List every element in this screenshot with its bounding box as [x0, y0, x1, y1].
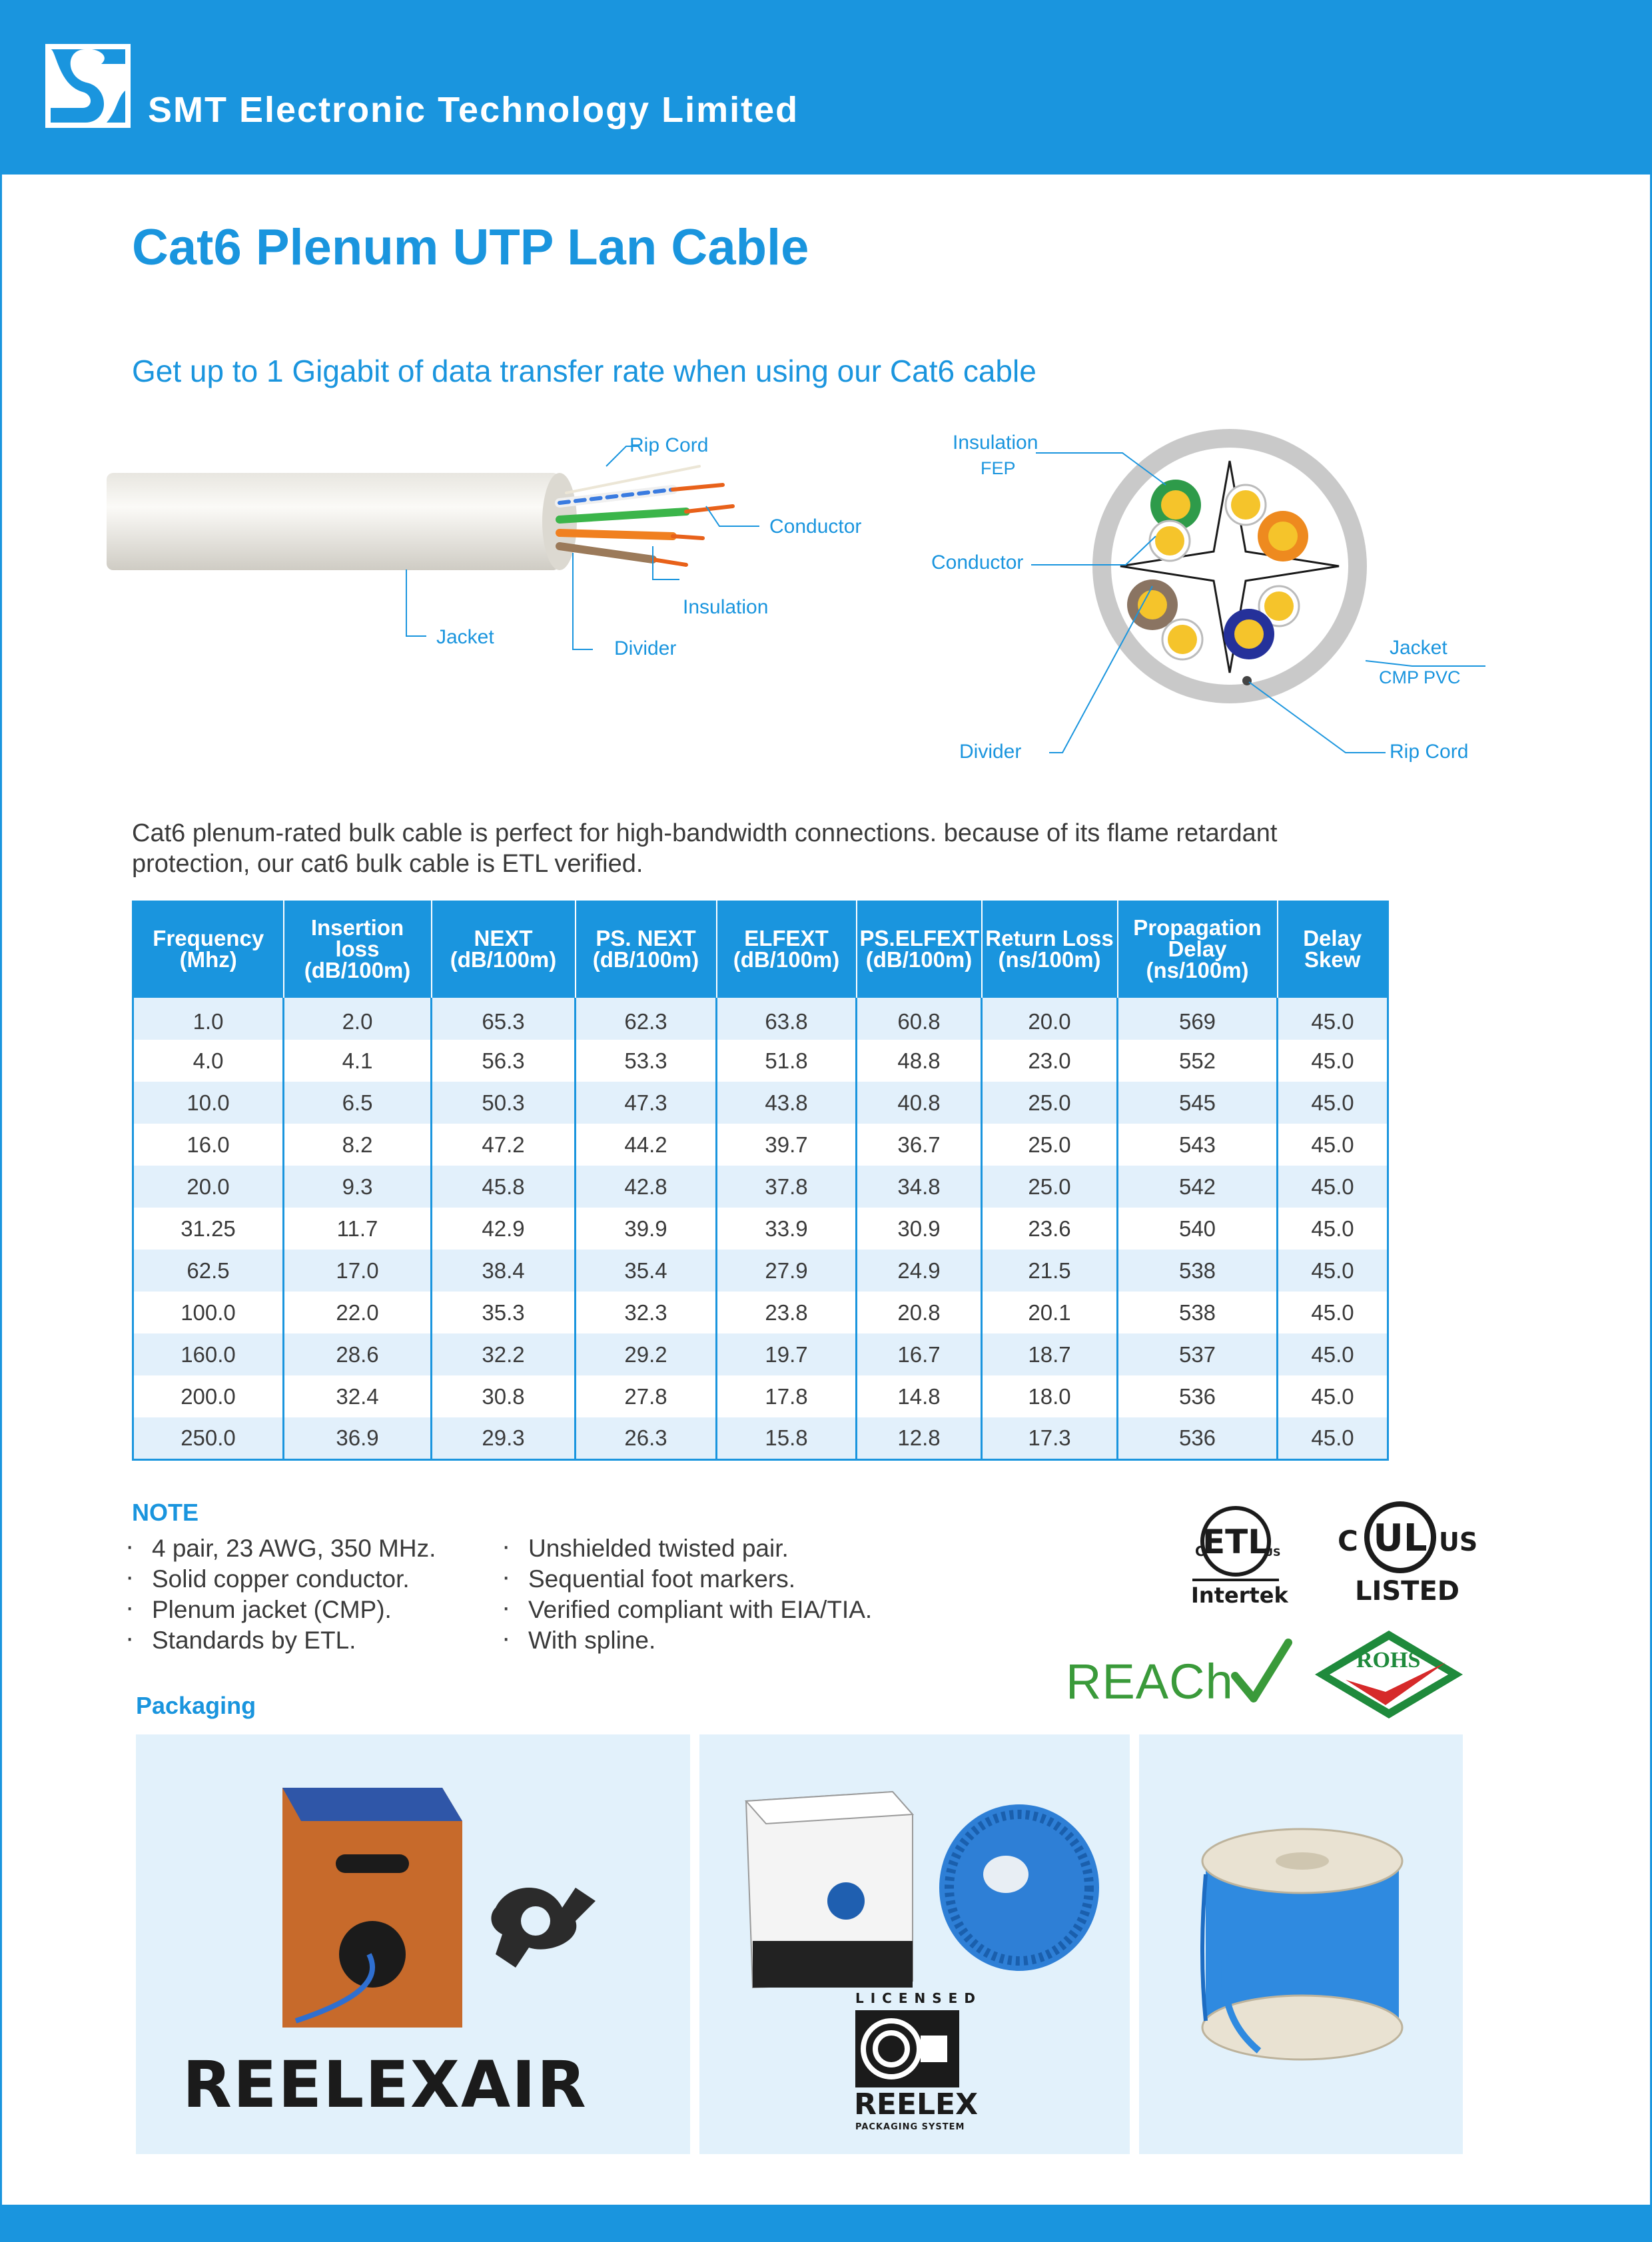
label-insulation: Insulation: [683, 596, 769, 618]
table-header-cell: [717, 901, 857, 998]
table-cell: 38.4: [432, 1250, 576, 1292]
table-cell: 27.9: [717, 1250, 857, 1292]
table-header-cell: [284, 901, 432, 998]
table-cell: 6.5: [284, 1082, 432, 1124]
table-cell: 34.8: [857, 1166, 982, 1208]
table-row: [133, 1250, 1388, 1292]
label-cs-conductor: Conductor: [931, 552, 1024, 573]
ul-listed-logo: [1332, 1497, 1478, 1611]
table-cell: 160.0: [133, 1333, 284, 1375]
table-header-text: Return Loss: [985, 926, 1114, 950]
note-item: · Verified compliant with EIA/TIA.: [502, 1595, 872, 1625]
table-header-text: Delay: [1303, 926, 1362, 950]
table-header-cell: [982, 901, 1118, 998]
table-header-cell: [857, 901, 982, 998]
label-cs-jacket: Jacket: [1390, 637, 1447, 659]
reelex-text: REELEX: [854, 2087, 979, 2121]
table-cell: 39.9: [576, 1208, 717, 1250]
table-cell: 65.3: [432, 998, 576, 1040]
table-cell: 17.8: [717, 1375, 857, 1417]
frame-left: [0, 175, 2, 2206]
table-header-text: Frequency: [153, 926, 264, 950]
table-cell: 31.25: [133, 1208, 284, 1250]
checkmark-icon: [1231, 1639, 1291, 1705]
table-header-text: Skew: [1304, 947, 1361, 972]
table-header-text: PS. NEXT: [596, 926, 696, 950]
table-header-text: NEXT: [474, 926, 533, 950]
table-cell: 542: [1118, 1166, 1278, 1208]
table-cell: 42.9: [432, 1208, 576, 1250]
table-cell: 56.3: [432, 1040, 576, 1082]
table-cell: 20.1: [982, 1292, 1118, 1333]
packaging-panel-reelexair: [136, 1734, 690, 2154]
note-item: · 4 pair, 23 AWG, 350 MHz.: [125, 1533, 436, 1564]
ul-listed-text: LISTED: [1355, 1576, 1459, 1607]
note-item: · Unshielded twisted pair.: [502, 1533, 872, 1564]
table-cell: 12.8: [857, 1417, 982, 1459]
table-cell: 36.9: [284, 1417, 432, 1459]
table-cell: 62.3: [576, 998, 717, 1040]
table-header-cell: [576, 901, 717, 998]
table-cell: 39.7: [717, 1124, 857, 1166]
table-cell: 40.8: [857, 1082, 982, 1124]
packaging-panel-reel: [1139, 1734, 1463, 2154]
svg-text:C: C: [1195, 1543, 1205, 1559]
label-rip-cord: Rip Cord: [629, 434, 709, 456]
table-header-text: (dB/100m): [865, 947, 973, 972]
reach-text: REACh: [1066, 1654, 1234, 1709]
spec-table: [132, 901, 1389, 1461]
rohs-logo: [1312, 1628, 1465, 1721]
table-cell: 25.0: [982, 1082, 1118, 1124]
table-cell: 537: [1118, 1333, 1278, 1375]
table-cell: 552: [1118, 1040, 1278, 1082]
note-list-left: [125, 1533, 436, 1656]
label-divider: Divider: [614, 637, 677, 659]
ul-mark-icon: [1332, 1497, 1478, 1577]
svg-text:UL: UL: [1373, 1517, 1428, 1560]
table-cell: 17.3: [982, 1417, 1118, 1459]
table-cell: 42.8: [576, 1166, 717, 1208]
description-text: Cat6 plenum-rated bulk cable is perfect for high-bandwidth connections. because of its flame retardant protection, our cat6 bulk cable is ETL verified.: [132, 819, 1278, 878]
table-cell: 36.7: [857, 1124, 982, 1166]
label-cs-insulation: Insulation: [953, 432, 1038, 454]
table-cell: 11.7: [284, 1208, 432, 1250]
table-cell: 20.8: [857, 1292, 982, 1333]
note-item: · Standards by ETL.: [125, 1625, 436, 1656]
note-item: · Sequential foot markers.: [502, 1564, 872, 1595]
table-cell: 10.0: [133, 1082, 284, 1124]
table-cell: 29.3: [432, 1417, 576, 1459]
table-cell: 32.4: [284, 1375, 432, 1417]
table-cell: 540: [1118, 1208, 1278, 1250]
company-logo: [45, 44, 131, 128]
note-title: NOTE: [132, 1499, 199, 1526]
table-cell: 543: [1118, 1124, 1278, 1166]
table-cell: 28.6: [284, 1333, 432, 1375]
packaging-system-text: PACKAGING SYSTEM: [855, 2122, 965, 2132]
intertek-text: Intertek: [1191, 1583, 1288, 1608]
table-header-cell: [432, 901, 576, 998]
table-cell: 43.8: [717, 1082, 857, 1124]
table-header-text: (dB/100m): [592, 947, 699, 972]
table-cell: 45.0: [1278, 1082, 1388, 1124]
svg-text:ETL: ETL: [1202, 1523, 1270, 1561]
table-cell: 250.0: [133, 1417, 284, 1459]
table-cell: 45.8: [432, 1166, 576, 1208]
table-header-text: PS.ELFEXT: [859, 926, 980, 950]
reelexair-box-image: [269, 1781, 616, 2034]
table-cell: 536: [1118, 1375, 1278, 1417]
packaging-title: Packaging: [136, 1692, 256, 1719]
table-header-text: (Mhz): [179, 947, 237, 972]
table-cell: 45.0: [1278, 1166, 1388, 1208]
table-cell: 18.7: [982, 1333, 1118, 1375]
table-header-cell: [1118, 901, 1278, 998]
table-cell: 25.0: [982, 1124, 1118, 1166]
table-cell: 45.0: [1278, 1375, 1388, 1417]
cross-section-illustration: [919, 426, 1505, 779]
table-header-text: Insertion loss: [310, 915, 404, 961]
table-cell: 9.3: [284, 1166, 432, 1208]
table-cell: 25.0: [982, 1166, 1118, 1208]
table-cell: 19.7: [717, 1333, 857, 1375]
svg-text:C: C: [1338, 1525, 1358, 1557]
etl-intertek-logo: [1186, 1497, 1286, 1611]
table-cell: 60.8: [857, 998, 982, 1040]
table-cell: 20.0: [982, 998, 1118, 1040]
table-cell: 45.0: [1278, 1250, 1388, 1292]
table-cell: 100.0: [133, 1292, 284, 1333]
header-bar: [0, 0, 1652, 175]
table-header-text: (dB/100m): [304, 958, 411, 982]
table-cell: 23.8: [717, 1292, 857, 1333]
table-body: [133, 998, 1388, 1459]
svg-text:US: US: [1264, 1546, 1281, 1559]
table-cell: 20.0: [133, 1166, 284, 1208]
licensed-text: LICENSED: [855, 1990, 982, 2006]
rohs-badge-icon: [1312, 1628, 1465, 1721]
table-cell: 21.5: [982, 1250, 1118, 1292]
table-cell: 32.2: [432, 1333, 576, 1375]
table-cell: 8.2: [284, 1124, 432, 1166]
table-cell: 17.0: [284, 1250, 432, 1292]
table-cell: 53.3: [576, 1040, 717, 1082]
company-name: SMT Electronic Technology Limited: [148, 90, 799, 130]
table-cell: 45.0: [1278, 1292, 1388, 1333]
table-cell: 62.5: [133, 1250, 284, 1292]
table-cell: 23.6: [982, 1208, 1118, 1250]
table-cell: 47.3: [576, 1082, 717, 1124]
table-cell: 24.9: [857, 1250, 982, 1292]
note-item: · With spline.: [502, 1625, 872, 1656]
footer-bar: [0, 2205, 1652, 2242]
table-cell: 37.8: [717, 1166, 857, 1208]
table-row: [133, 1124, 1388, 1166]
cable-side-diagram: [100, 426, 886, 673]
table-cell: 4.1: [284, 1040, 432, 1082]
table-row: [133, 1375, 1388, 1417]
cable-cross-section: [919, 426, 1505, 779]
table-cell: 1.0: [133, 998, 284, 1040]
table-cell: 48.8: [857, 1040, 982, 1082]
table-header-text: ELFEXT: [744, 926, 829, 950]
table-cell: 4.0: [133, 1040, 284, 1082]
table-cell: 14.8: [857, 1375, 982, 1417]
table-cell: 29.2: [576, 1333, 717, 1375]
table-cell: 30.9: [857, 1208, 982, 1250]
table-cell: 45.0: [1278, 1417, 1388, 1459]
label-cs-cmp-pvc: CMP PVC: [1379, 667, 1461, 687]
svg-text:US: US: [1439, 1527, 1478, 1557]
table-cell: 538: [1118, 1250, 1278, 1292]
label-cs-divider: Divider: [959, 741, 1022, 763]
table-header-row: [133, 901, 1388, 998]
table-cell: 15.8: [717, 1417, 857, 1459]
table-header-text: Propagation: [1133, 915, 1262, 940]
table-cell: 45.0: [1278, 1124, 1388, 1166]
table-cell: 47.2: [432, 1124, 576, 1166]
packaging-panel-reelex: [699, 1734, 1130, 2154]
cable-reel-image: [1179, 1821, 1419, 2081]
table-row: [133, 1208, 1388, 1250]
label-cs-rip-cord: Rip Cord: [1390, 741, 1469, 763]
table-cell: 200.0: [133, 1375, 284, 1417]
table-cell: 44.2: [576, 1124, 717, 1166]
label-cs-fep: FEP: [981, 458, 1016, 478]
table-cell: 35.3: [432, 1292, 576, 1333]
table-cell: 545: [1118, 1082, 1278, 1124]
label-jacket: Jacket: [436, 626, 494, 648]
table-row: [133, 1292, 1388, 1333]
table-cell: 22.0: [284, 1292, 432, 1333]
table-cell: 536: [1118, 1417, 1278, 1459]
page-title: Cat6 Plenum UTP Lan Cable: [132, 219, 809, 276]
note-item: · Solid copper conductor.: [125, 1564, 436, 1595]
table-cell: 32.3: [576, 1292, 717, 1333]
table-row: [133, 1166, 1388, 1208]
table-cell: 23.0: [982, 1040, 1118, 1082]
table-cell: 33.9: [717, 1208, 857, 1250]
table-cell: 26.3: [576, 1417, 717, 1459]
table-header-text: (dB/100m): [733, 947, 840, 972]
reach-logo: [1066, 1639, 1292, 1712]
table-cell: 45.0: [1278, 1040, 1388, 1082]
table-cell: 50.3: [432, 1082, 576, 1124]
table-cell: 538: [1118, 1292, 1278, 1333]
table-cell: 63.8: [717, 998, 857, 1040]
note-list-right: [502, 1533, 872, 1656]
table-cell: 51.8: [717, 1040, 857, 1082]
table-cell: 569: [1118, 998, 1278, 1040]
table-cell: 30.8: [432, 1375, 576, 1417]
reelexair-text: REELEXAIR: [183, 2048, 588, 2122]
table-cell: 35.4: [576, 1250, 717, 1292]
table-row: [133, 1040, 1388, 1082]
reelex-symbol-icon: [854, 2009, 961, 2089]
table-cell: 27.8: [576, 1375, 717, 1417]
table-header-text: (dB/100m): [450, 947, 557, 972]
reelex-box-coil-image: [739, 1788, 1112, 1994]
table-header-text: Delay: [1168, 936, 1227, 961]
label-conductor: Conductor: [769, 516, 862, 538]
table-cell: 45.0: [1278, 1333, 1388, 1375]
table-header-text: (ns/100m): [1146, 958, 1249, 982]
table-cell: 2.0: [284, 998, 432, 1040]
rohs-text: ROHS: [1356, 1648, 1421, 1673]
table-cell: 16.0: [133, 1124, 284, 1166]
table-header-cell: [133, 901, 284, 998]
table-cell: 16.7: [857, 1333, 982, 1375]
table-cell: 45.0: [1278, 1208, 1388, 1250]
table-cell: 18.0: [982, 1375, 1118, 1417]
page-subtitle: Get up to 1 Gigabit of data transfer rate when using our Cat6 cable: [132, 354, 1036, 388]
table-cell: 45.0: [1278, 998, 1388, 1040]
table-row: [133, 998, 1388, 1040]
table-header-text: (ns/100m): [998, 947, 1101, 972]
table-header-cell: [1278, 901, 1388, 998]
table-row: [133, 1417, 1388, 1459]
table-row: [133, 1333, 1388, 1375]
note-item: · Plenum jacket (CMP).: [125, 1595, 436, 1625]
table-row: [133, 1082, 1388, 1124]
